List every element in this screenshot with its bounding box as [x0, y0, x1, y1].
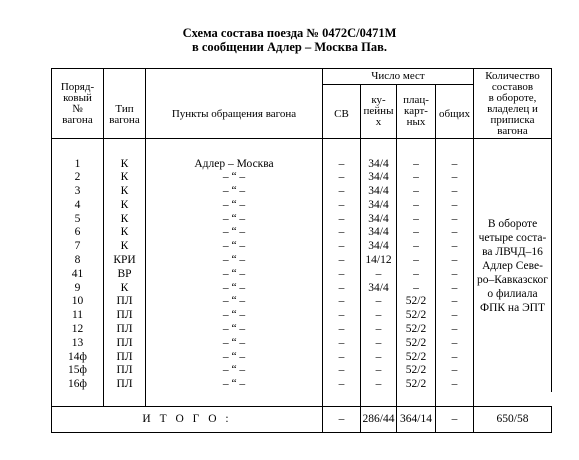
seats-kupe: 34/4 [361, 185, 397, 199]
seats-platskart: – [397, 199, 436, 213]
car-type: К [104, 171, 146, 185]
seats-obsh: – [436, 378, 474, 392]
train-composition-table [51, 68, 552, 433]
car-type: К [104, 282, 146, 296]
car-type: ПЛ [104, 323, 146, 337]
car-number: 5 [52, 213, 104, 227]
seats-platskart: 52/2 [397, 351, 436, 365]
seats-obsh: – [436, 364, 474, 378]
header-qty-l6: вагона [497, 125, 528, 137]
seats-obsh: – [436, 268, 474, 282]
seats-platskart: – [397, 254, 436, 268]
seats-sv: – [323, 240, 361, 254]
header-car-type [104, 69, 146, 139]
seats-sv: – [323, 268, 361, 282]
seats-obsh: – [436, 185, 474, 199]
car-number: 16ф [52, 378, 104, 392]
car-type: К [104, 226, 146, 240]
total-sv: – [323, 406, 361, 432]
header-platskart [397, 85, 436, 139]
seats-platskart: – [397, 213, 436, 227]
seats-kupe: 34/4 [361, 240, 397, 254]
seats-sv: – [323, 337, 361, 351]
seats-obsh: – [436, 351, 474, 365]
car-route: – “ – [146, 282, 323, 296]
car-route: – “ – [146, 226, 323, 240]
car-route: – “ – [146, 295, 323, 309]
seats-obsh: – [436, 295, 474, 309]
seats-kupe: 34/4 [361, 171, 397, 185]
seats-obsh: – [436, 213, 474, 227]
seats-platskart: – [397, 158, 436, 172]
car-type: ПЛ [104, 351, 146, 365]
seats-sv: – [323, 254, 361, 268]
car-type: ПЛ [104, 295, 146, 309]
seats-platskart: 52/2 [397, 378, 436, 392]
car-type: ПЛ [104, 364, 146, 378]
car-type: КРИ [104, 254, 146, 268]
seats-kupe: 34/4 [361, 213, 397, 227]
seats-obsh: – [436, 309, 474, 323]
car-route: – “ – [146, 337, 323, 351]
header-seats-group: Число мест [323, 69, 474, 85]
document-title [0, 26, 579, 54]
car-number: 12 [52, 323, 104, 337]
header-sv: СВ [323, 85, 361, 139]
car-type: К [104, 185, 146, 199]
car-route: – “ – [146, 199, 323, 213]
seats-obsh: – [436, 171, 474, 185]
car-route: – “ – [146, 171, 323, 185]
car-route: – “ – [146, 378, 323, 392]
seats-obsh: – [436, 199, 474, 213]
header-quantity [474, 69, 552, 139]
seats-platskart: – [397, 268, 436, 282]
car-route: – “ – [146, 323, 323, 337]
total-platskart: 364/14 [397, 406, 436, 432]
car-type: ПЛ [104, 378, 146, 392]
seats-obsh: – [436, 226, 474, 240]
car-number: 41 [52, 268, 104, 282]
seats-platskart: – [397, 226, 436, 240]
seats-platskart: 52/2 [397, 323, 436, 337]
seats-sv: – [323, 351, 361, 365]
seats-kupe: – [361, 268, 397, 282]
car-number: 14ф [52, 351, 104, 365]
seats-kupe: – [361, 323, 397, 337]
total-obsh: – [436, 406, 474, 432]
seats-sv: – [323, 364, 361, 378]
header-order-l2: ковый [63, 91, 92, 104]
seats-platskart: 52/2 [397, 364, 436, 378]
seats-kupe: – [361, 295, 397, 309]
header-order-l1: Поряд- [60, 80, 95, 93]
header-order-number [52, 69, 104, 139]
seats-platskart: – [397, 185, 436, 199]
car-route: – “ – [146, 309, 323, 323]
header-obsh: общих [436, 85, 474, 139]
note-line-7: ФПК на ЭПТ [480, 301, 545, 314]
car-number: 8 [52, 254, 104, 268]
seats-sv: – [323, 226, 361, 240]
seats-platskart: 52/2 [397, 295, 436, 309]
seats-sv: – [323, 158, 361, 172]
car-type: К [104, 213, 146, 227]
header-plats-l3: ных [406, 116, 426, 128]
seats-platskart: – [397, 171, 436, 185]
seats-sv: – [323, 309, 361, 323]
seats-kupe: – [361, 309, 397, 323]
car-type: ПЛ [104, 337, 146, 351]
seats-sv: – [323, 282, 361, 296]
car-type: ВР [104, 268, 146, 282]
header-qty-l5: приписка [490, 114, 535, 126]
seats-kupe: 34/4 [361, 158, 397, 172]
seats-obsh: – [436, 240, 474, 254]
car-number: 7 [52, 240, 104, 254]
car-route: Адлер – Москва [146, 158, 323, 172]
car-type: К [104, 199, 146, 213]
seats-sv: – [323, 199, 361, 213]
car-route: – “ – [146, 213, 323, 227]
car-number: 10 [52, 295, 104, 309]
header-type-l2: вагона [109, 113, 140, 126]
note-line-4: Адлер Севе- [482, 259, 543, 272]
car-number: 3 [52, 185, 104, 199]
header-qty-l2: составов [491, 81, 534, 93]
header-kupe-l2: пейны [363, 105, 394, 117]
note-line-3: ва ЛВЧД–16 [482, 245, 543, 258]
seats-obsh: – [436, 158, 474, 172]
title-line-1: Схема состава поезда № 0472С/0471М [182, 26, 397, 40]
note-line-1: В обороте [487, 217, 538, 230]
seats-kupe: – [361, 351, 397, 365]
seats-kupe: 34/4 [361, 282, 397, 296]
header-plats-l2: карт- [404, 105, 428, 117]
seats-sv: – [323, 378, 361, 392]
seats-platskart: 52/2 [397, 337, 436, 351]
seats-obsh: – [436, 254, 474, 268]
seats-platskart: 52/2 [397, 309, 436, 323]
header-qty-l3: в обороте, [488, 92, 537, 104]
car-route: – “ – [146, 254, 323, 268]
header-qty-l4: владелец и [487, 103, 538, 115]
note-line-6: о филиала [487, 287, 538, 300]
header-qty-l1: Количество [485, 70, 540, 82]
seats-sv: – [323, 171, 361, 185]
car-number: 4 [52, 199, 104, 213]
car-route: – “ – [146, 268, 323, 282]
car-number: 15ф [52, 364, 104, 378]
total-kupe: 286/44 [361, 406, 397, 432]
header-order-l4: вагона [62, 113, 93, 126]
seats-platskart: – [397, 282, 436, 296]
note-line-2: четыре соста- [478, 231, 547, 244]
seats-kupe: 14/12 [361, 254, 397, 268]
car-type: ПЛ [104, 309, 146, 323]
car-number: 1 [52, 158, 104, 172]
seats-obsh: – [436, 337, 474, 351]
header-kupe-l3: х [375, 116, 382, 128]
car-route: – “ – [146, 240, 323, 254]
seats-sv: – [323, 295, 361, 309]
header-kupe-l1: ку- [371, 94, 386, 106]
seats-sv: – [323, 323, 361, 337]
seats-sv: – [323, 213, 361, 227]
car-number: 9 [52, 282, 104, 296]
note-line-5: ро–Кавказског [477, 273, 548, 286]
title-line-2: в сообщении Адлер – Москва Пав. [192, 40, 387, 54]
rotation-note [474, 139, 552, 393]
car-number: 2 [52, 171, 104, 185]
car-number: 11 [52, 309, 104, 323]
seats-obsh: – [436, 323, 474, 337]
seats-kupe: – [361, 364, 397, 378]
seats-platskart: – [397, 240, 436, 254]
car-number: 13 [52, 337, 104, 351]
seats-kupe: – [361, 337, 397, 351]
seats-kupe: – [361, 378, 397, 392]
header-points: Пункты обращения вагона [146, 69, 323, 139]
header-order-l3: № [72, 102, 83, 115]
seats-obsh: – [436, 282, 474, 296]
car-route: – “ – [146, 351, 323, 365]
header-plats-l1: плац- [403, 94, 429, 106]
car-type: К [104, 158, 146, 172]
seats-kupe: 34/4 [361, 199, 397, 213]
car-type: К [104, 240, 146, 254]
header-kupe [361, 85, 397, 139]
seats-sv: – [323, 185, 361, 199]
car-route: – “ – [146, 364, 323, 378]
total-label: И Т О Г О : [52, 406, 323, 432]
total-quantity: 650/58 [474, 406, 552, 432]
car-route: – “ – [146, 185, 323, 199]
header-type-l1: Тип [115, 102, 134, 115]
seats-kupe: 34/4 [361, 226, 397, 240]
car-number: 6 [52, 226, 104, 240]
